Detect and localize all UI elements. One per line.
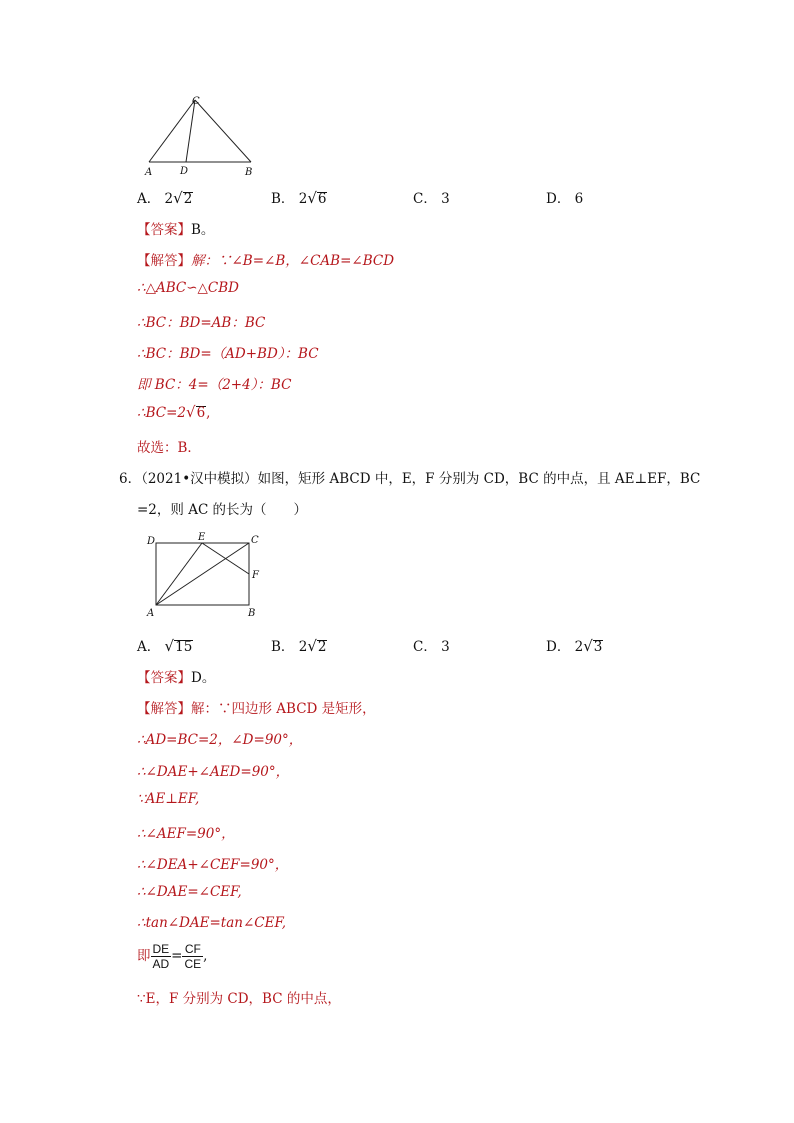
q5-option-a: A． 2√2: [137, 189, 193, 207]
q5-answer: 【答案】B。: [137, 222, 215, 238]
q6-solution-line-8: ∴tan∠DAE=tan∠CEF,: [137, 915, 287, 931]
fraction-de-ad: $\frac{DE}{AD}$: [152, 942, 170, 971]
label-E: E: [198, 532, 206, 543]
fraction-cf-ce: $\frac{CF}{CE}$: [184, 942, 202, 971]
q6-ratio-line: 即 $\frac{DE}{AD}$ = $\frac{CF}{CE}$ ,: [137, 942, 208, 971]
q6-solution-line-1: 【解答】解：∵四边形 ABCD 是矩形，: [137, 701, 376, 717]
label-D: D: [147, 536, 156, 547]
q5-option-c: C． 3: [413, 191, 450, 207]
q6-solution-line-6: ∴∠DEA+∠CEF=90°，: [137, 857, 289, 873]
label-C: C: [251, 535, 259, 546]
q6-solution-line-5: ∴∠AEF=90°，: [137, 826, 235, 842]
q6-option-a: A． √15: [137, 637, 193, 655]
rectangle-figure: [142, 530, 272, 622]
label-F: F: [252, 570, 259, 581]
q6-solution-line-2: ∴AD=BC=2，∠D=90°，: [137, 732, 303, 748]
label-A: A: [147, 608, 155, 619]
label-B: B: [245, 167, 253, 178]
q6-stem-line-2: =2，则 AC 的长为（ ）: [137, 502, 308, 518]
label-D: D: [180, 166, 189, 177]
q5-solution-line-2: ∴△ABC∽△CBD: [137, 280, 239, 296]
q5-solution-line-5: 即 BC：4=（2+4）：BC: [137, 377, 292, 393]
q5-solution-line-1: 【解答】解：∵∠B=∠B，∠CAB=∠BCD: [137, 253, 395, 269]
label-C: C: [192, 96, 200, 107]
q6-stem-line-1: 6．（2021•汉中模拟）如图，矩形 ABCD 中，E，F 分别为 CD，BC 的中点，且 AE⊥EF，BC: [119, 471, 701, 487]
q6-option-b: B． 2√2: [271, 637, 327, 655]
q6-solution-line-4: ∵AE⊥EF,: [137, 791, 200, 807]
q6-answer: 【答案】D。: [137, 670, 216, 686]
q6-option-c: C． 3: [413, 639, 450, 655]
q6-solution-line-3: ∴∠DAE+∠AED=90°，: [137, 764, 290, 780]
q6-solution-line-7: ∴∠DAE=∠CEF,: [137, 884, 242, 900]
q5-solution-line-4: ∴BC：BD=（AD+BD）：BC: [137, 346, 319, 362]
q6-option-d: D． 2√3: [546, 637, 603, 655]
q6-solution-last-line: ∵E，F 分别为 CD，BC 的中点，: [137, 991, 341, 1007]
label-A: A: [145, 167, 153, 178]
q5-option-b: B． 2√6: [271, 189, 327, 207]
q5-option-d: D． 6: [546, 191, 584, 207]
q5-solution-line-7: 故选：B．: [137, 440, 201, 456]
q5-solution-line-6: ∴BC=2√6,: [137, 403, 211, 421]
triangle-figure: [140, 92, 265, 178]
label-B: B: [248, 608, 256, 619]
q5-solution-line-3: ∴BC：BD=AB：BC: [137, 315, 266, 331]
